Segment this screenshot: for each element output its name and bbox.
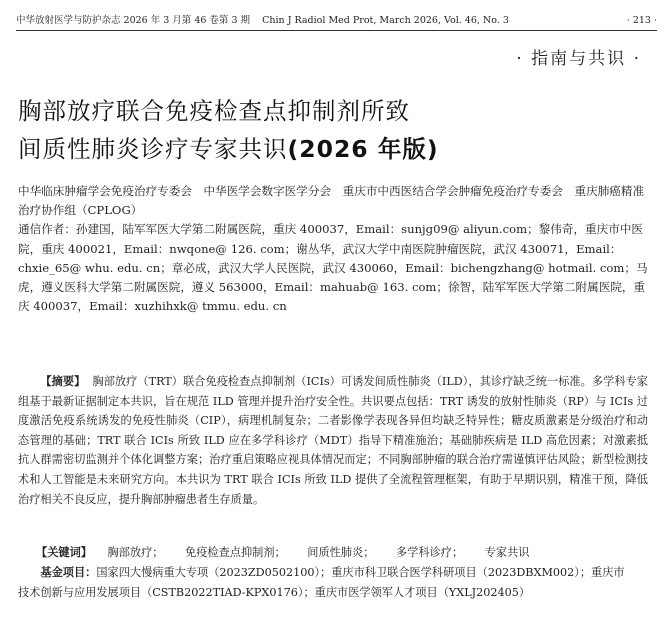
title-line-1: 胸部放疗联合免疫检查点抑制剂所致 xyxy=(18,97,410,125)
title-line-2 xyxy=(18,130,578,168)
keywords-label: 【关键词】 xyxy=(36,546,92,559)
abstract xyxy=(18,372,648,509)
journal-issue: 中华放射医学与防护杂志 2026 年 3 月第 46 卷第 3 期 xyxy=(16,15,251,26)
funding-label: 基金项目： xyxy=(40,566,97,579)
keyword: 免疫检查点抑制剂； xyxy=(185,546,286,559)
funding xyxy=(18,563,630,602)
author-organizations: 中华临床肿瘤学会免疫治疗专委会 中华医学会数字医学分会 重庆市中西医结合学会肿瘤免疫治疗专委会 重庆肺癌精准治疗协作组（CPLOG） xyxy=(18,184,645,218)
section-tag: · 指南与共识 · xyxy=(516,49,641,69)
page-number: · 213 · xyxy=(626,15,657,26)
keywords xyxy=(36,543,648,563)
journal-issue-en: Chin J Radiol Med Prot, March 2026, Vol. 46, No. 3 xyxy=(262,15,509,26)
keyword: 胸部放疗； xyxy=(107,546,164,559)
keyword: 间质性肺炎； xyxy=(307,546,375,559)
author-block xyxy=(18,182,654,316)
corresponding-authors: 通信作者：孙建国，陆军军医大学第二附属医院，重庆 400037，Email：sunjg09@ aliyun.com；黎伟奇，重庆市中医院，重庆 400021，Email：nwqone@ 126. com；谢丛华，武汉大学中南医院肿瘤医院，武汉 430071，Email：chxie_65@ whu. edu. cn；章必成，武汉大学人民医院，武汉 430060，Email：bichengzhang@ hotmail. com；马虎，遵义医科大学第二附属医院，遵义 563000，Email：mahuab@ 163. com；徐智，陆军军医大学第二附属医院，重庆 400037，Email：xuzhihxk@ tmmu. edu. cn xyxy=(18,222,648,314)
keyword: 专家共识 xyxy=(484,546,530,559)
title-line-2-main: 间质性肺炎诊疗专家共识 xyxy=(18,135,288,163)
title-year: (2026 年版) xyxy=(287,135,439,163)
funding-text: 国家四大慢病重大专项（2023ZD0502100）；重庆市科卫联合医学科研项目（2023DBXM002）；重庆市技术创新与应用发展项目（CSTB2022TIAD-KPX0176）；重庆市医学领军人才项目（YXLJ202405） xyxy=(18,566,625,599)
abstract-label: 【摘要】 xyxy=(40,375,86,388)
article-title xyxy=(18,92,578,168)
keyword: 多学科诊疗； xyxy=(396,546,464,559)
running-header xyxy=(16,12,657,31)
abstract-text: 胸部放疗（TRT）联合免疫检查点抑制剂（ICIs）可诱发间质性肺炎（ILD），其诊疗缺乏统一标准。多学科专家组基于最新证据制定本共识，旨在规范 ILD 管理并提升治疗安全性。共识要点包括：TRT 诱发的放射性肺炎（RP）与 ICIs 过度激活免疫系统诱发的免疫性肺炎（CIP），病理机制复杂；二者影像学表现各异但均缺乏特异性；糖皮质激素是分级治疗和动态管理的基础；TRT 联合 ICIs 所致 ILD 应在多学科诊疗（MDT）指导下精准施治；基础肺疾病是 ILD 高危因素；对激素抵抗人群需密切监测并个体化调整方案；治疗重启策略应视具体情况而定；不同胸部肿瘤的联合治疗需谨慎评估风险；新型检测技术和人工智能是未来研究方向。本共识为 TRT 联合 ICIs 所致 ILD 提供了全流程管理框架，有助于早期识别，精准干预，降低治疗相关不良反应，提升胸部肿瘤患者生存质量。 xyxy=(18,375,648,506)
